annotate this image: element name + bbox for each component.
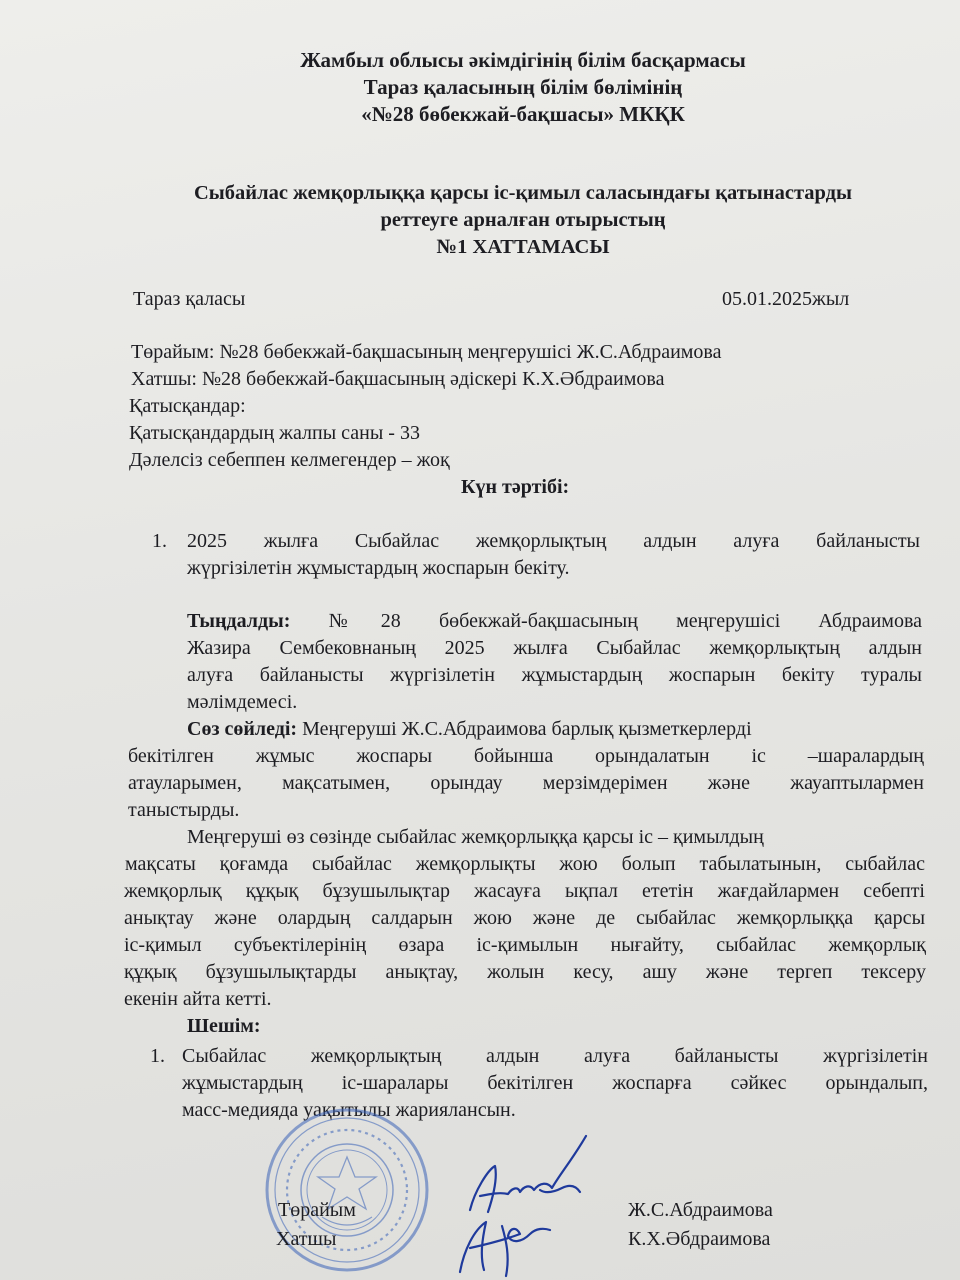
- secretary-role: Хатшы: [276, 1228, 337, 1250]
- decision-line-2: жұмыстардың іс-шаралары бекітілген жоспарға сәйкес орындалып,: [182, 1072, 928, 1094]
- heard-line-2: Жазира Сембековнаның 2025 жылға Сыбайлас жемқорлықтың алдын: [187, 637, 922, 659]
- header-line-3: «№28 бөбекжай-бақшасы» МКҚК: [361, 102, 685, 126]
- handwritten-signatures: [440, 1130, 600, 1278]
- paragraph-line-7: екенін айта кетті.: [124, 988, 272, 1010]
- heard-line-3: алуға байланысты жүргізілетін жұмыстардың жоспарын бекіту туралы: [187, 664, 922, 686]
- place: Тараз қаласы: [133, 288, 246, 310]
- secretary-name: К.Х.Әбдраимова: [628, 1228, 771, 1250]
- paragraph-line-5: іс-қимыл субъектілерінің өзара іс-қимылын нығайту, сыбайлас жемқорлық: [124, 934, 926, 956]
- paragraph-line-4: анықтау және олардың салдарын жою және де сыбайлас жемқорлыққа қарсы: [124, 907, 925, 929]
- heard-line-4: мәлімдемесі.: [187, 691, 298, 713]
- paragraph-line-3: жемқорлық құқық бұзушылықтар жасауға ықпал ететін жағдайлармен себепті: [124, 880, 925, 902]
- heard-text-1: №28 бөбекжай-бақшасының меңгерушісі Абдраимова: [328, 610, 923, 632]
- title-line-3: №1 ХАТТАМАСЫ: [436, 236, 610, 258]
- agenda-item-number: 1.: [152, 530, 167, 552]
- chair-role: Төрайым: [278, 1199, 356, 1221]
- agenda-item-line-2: жүргізілетін жұмыстардың жоспарын бекіту.: [187, 557, 570, 579]
- agenda-item-line-1: 2025 жылға Сыбайлас жемқорлықтың алдын алуға байланысты: [187, 530, 920, 552]
- decision-line-3: масс-медияда уақытылы жариялансын.: [182, 1099, 516, 1121]
- speech-line-2: бекітілген жұмыс жоспары бойынша орындалатын іс –шаралардың: [128, 745, 924, 767]
- chair-name: Ж.С.Абдраимова: [628, 1199, 773, 1221]
- decision-line-1: Сыбайлас жемқорлықтың алдын алуға байланысты жүргізілетін: [182, 1045, 928, 1067]
- paragraph-line-6: құқық бұзушылықтарды анықтау, жолын кесу, ашу және тергеп тексеру: [124, 961, 926, 983]
- paragraph-line-2: мақсаты қоғамда сыбайлас жемқорлықты жою болып табылатынын, сыбайлас: [125, 853, 925, 875]
- heard-line-1: [187, 610, 922, 633]
- decision-item-number: 1.: [150, 1045, 165, 1067]
- title-line-2: реттеуге арналған отырыстың: [380, 209, 666, 231]
- paragraph-line-1: Меңгеруші өз сөзінде сыбайлас жемқорлыққа қарсы іс – қимылдың: [187, 826, 764, 848]
- participants-label: Қатысқандар:: [129, 395, 246, 417]
- absent-info: Дәлелсіз себеппен келмегендер – жоқ: [129, 449, 450, 471]
- speech-line-3: атауларымен, мақсатымен, орындау мерзімдерімен және жауаптылармен: [128, 772, 924, 794]
- header-line-2: Тараз қаласының білім бөлімінің: [363, 75, 683, 99]
- participants-total: Қатысқандардың жалпы саны - 33: [129, 422, 420, 444]
- chair-info: Төрайым: №28 бөбекжай-бақшасының меңгерушісі Ж.С.Абдраимова: [131, 341, 722, 363]
- secretary-info: Хатшы: №28 бөбекжай-бақшасының әдіскері К.Х.Әбдраимова: [131, 368, 665, 390]
- agenda-heading: Күн тәртібі:: [461, 476, 570, 498]
- header-line-1: Жамбыл облысы әкімдігінің білім басқармасы: [300, 48, 746, 72]
- speech-line-1: [187, 718, 752, 741]
- title-line-1: Сыбайлас жемқорлыққа қарсы іс-қимыл саласындағы қатынастарды: [193, 182, 853, 204]
- speech-label: Сөз сөйледі:: [187, 718, 298, 740]
- date: 05.01.2025жыл: [722, 288, 850, 310]
- speech-text-1: Меңгеруші Ж.С.Абдраимова барлық қызметкерлерді: [302, 718, 752, 740]
- heard-label: Тыңдалды:: [187, 610, 291, 632]
- decision-heading: Шешім:: [187, 1015, 261, 1037]
- speech-line-4: таныстырды.: [128, 799, 240, 821]
